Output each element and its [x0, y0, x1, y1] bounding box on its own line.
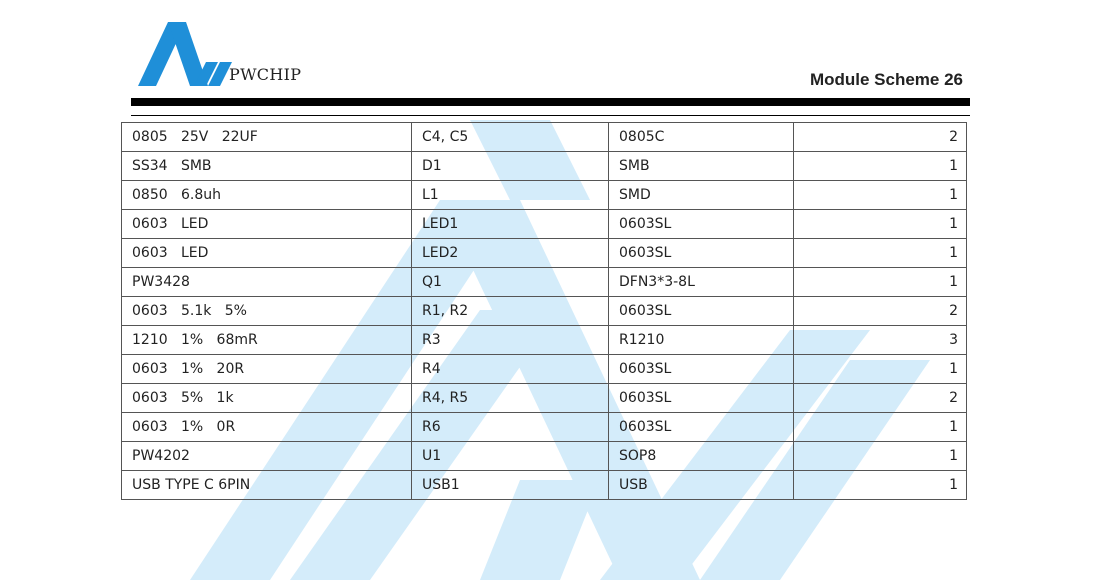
quantity-cell: 1 [794, 413, 967, 442]
quantity-cell: 2 [794, 123, 967, 152]
bom-table [121, 122, 967, 500]
footprint-cell: 0603SL [609, 355, 794, 384]
part-value-cell: 0805 25V 22UF [122, 123, 412, 152]
header-rule-thick [131, 98, 970, 106]
header-rule-thin [131, 115, 970, 116]
quantity-cell: 1 [794, 239, 967, 268]
logo-text: PWCHIP [229, 65, 302, 84]
part-value-cell: 0603 LED [122, 239, 412, 268]
designator-cell: LED2 [412, 239, 609, 268]
quantity-cell: 1 [794, 442, 967, 471]
footprint-cell: SOP8 [609, 442, 794, 471]
part-value-cell: 0603 5.1k 5% [122, 297, 412, 326]
table-row [122, 442, 967, 471]
part-value-cell: 0603 1% 20R [122, 355, 412, 384]
designator-cell: D1 [412, 152, 609, 181]
part-value-cell: 0603 LED [122, 210, 412, 239]
designator-cell: R6 [412, 413, 609, 442]
designator-cell: R3 [412, 326, 609, 355]
quantity-cell: 1 [794, 268, 967, 297]
table-row [122, 355, 967, 384]
table-row [122, 210, 967, 239]
designator-cell: Q1 [412, 268, 609, 297]
part-value-cell: SS34 SMB [122, 152, 412, 181]
table-row [122, 152, 967, 181]
table-row [122, 268, 967, 297]
designator-cell: R4, R5 [412, 384, 609, 413]
designator-cell: LED1 [412, 210, 609, 239]
table-row [122, 471, 967, 500]
footprint-cell: SMB [609, 152, 794, 181]
table-row [122, 123, 967, 152]
quantity-cell: 2 [794, 297, 967, 326]
footprint-cell: 0603SL [609, 413, 794, 442]
table-row [122, 413, 967, 442]
footprint-cell: R1210 [609, 326, 794, 355]
designator-cell: USB1 [412, 471, 609, 500]
designator-cell: U1 [412, 442, 609, 471]
footprint-cell: SMD [609, 181, 794, 210]
table-row [122, 384, 967, 413]
page-title: Module Scheme 26 [809, 70, 963, 89]
pwchip-logo [138, 18, 338, 88]
part-value-cell: 0603 1% 0R [122, 413, 412, 442]
table-row [122, 239, 967, 268]
part-value-cell: 0603 5% 1k [122, 384, 412, 413]
table-row [122, 326, 967, 355]
part-value-cell: USB TYPE C 6PIN [122, 471, 412, 500]
part-value-cell: 1210 1% 68mR [122, 326, 412, 355]
table-row [122, 297, 967, 326]
designator-cell: R4 [412, 355, 609, 384]
quantity-cell: 1 [794, 355, 967, 384]
footprint-cell: 0603SL [609, 210, 794, 239]
table-row [122, 181, 967, 210]
quantity-cell: 2 [794, 384, 967, 413]
quantity-cell: 1 [794, 181, 967, 210]
designator-cell: L1 [412, 181, 609, 210]
quantity-cell: 1 [794, 471, 967, 500]
quantity-cell: 1 [794, 210, 967, 239]
designator-cell: R1, R2 [412, 297, 609, 326]
footprint-cell: 0603SL [609, 239, 794, 268]
footprint-cell: 0603SL [609, 384, 794, 413]
footprint-cell: DFN3*3-8L [609, 268, 794, 297]
designator-cell: C4, C5 [412, 123, 609, 152]
footprint-cell: USB [609, 471, 794, 500]
footprint-cell: 0805C [609, 123, 794, 152]
part-value-cell: PW4202 [122, 442, 412, 471]
part-value-cell: 0850 6.8uh [122, 181, 412, 210]
part-value-cell: PW3428 [122, 268, 412, 297]
quantity-cell: 1 [794, 152, 967, 181]
footprint-cell: 0603SL [609, 297, 794, 326]
quantity-cell: 3 [794, 326, 967, 355]
